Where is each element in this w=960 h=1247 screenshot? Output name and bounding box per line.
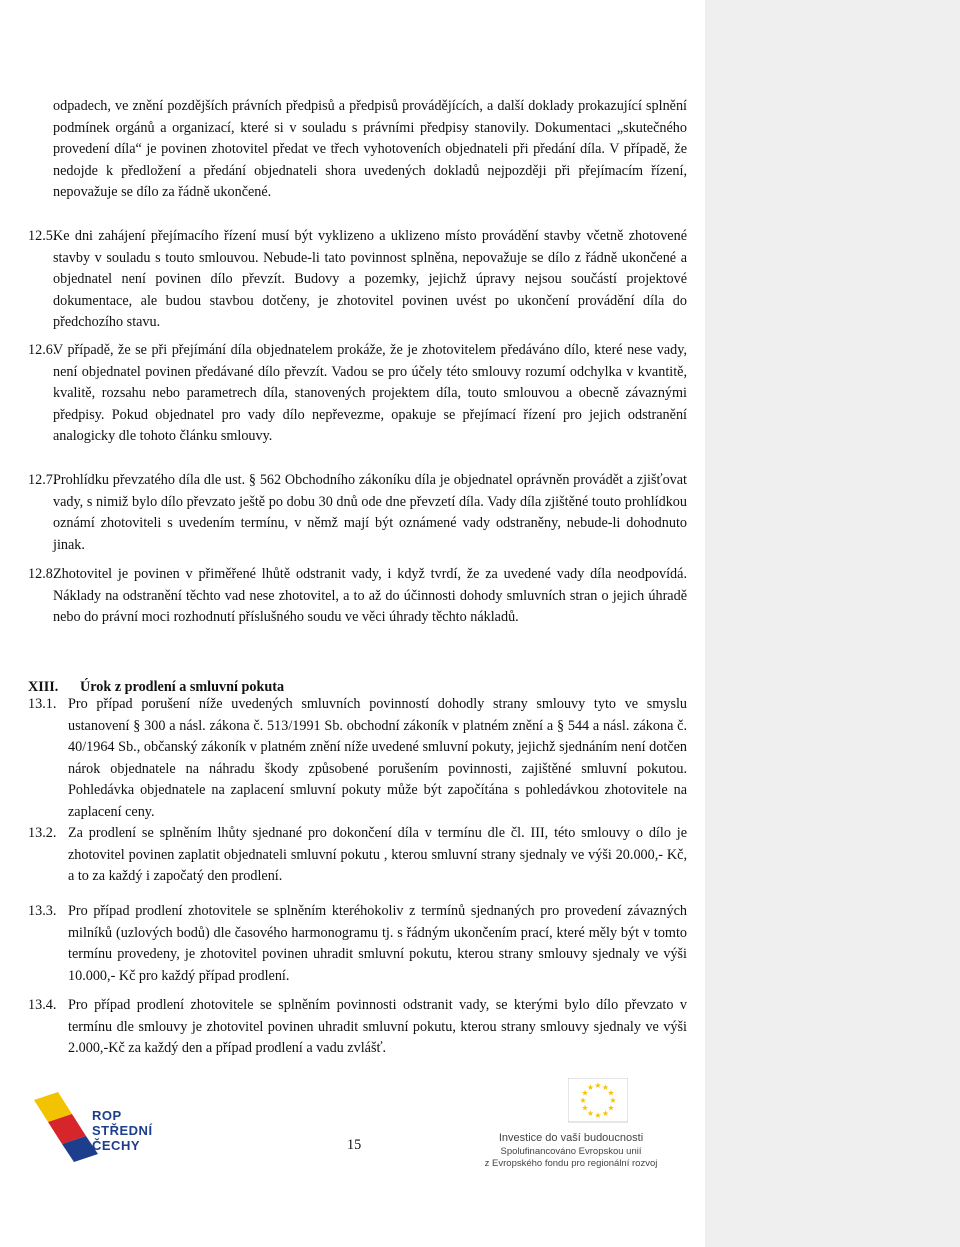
clause-number: 12.7. <box>28 472 57 488</box>
eu-star: ★ <box>581 1088 589 1098</box>
clause-12-5-text: Ke dni zahájení přejímacího řízení musí být vyklizeno a uklizeno místo provádění stavby včetně zhotovené stavby v souladu s touto smlouvou. Nebude-li tato povinnost splněna, nepovažuje se dílo z řádně ukončené a objednatel není povinen dílo převzít. Budovy a pozemky, jejichž úpravy nejsou součástí projektové dokumentace, ale budou stavbou dotčeny, je zhotovitel povinen uvést po ukončení provádění díla do předchozího stavu. <box>53 228 687 330</box>
clause-number: 13.4. <box>28 997 57 1013</box>
clause-12-8-text: Zhotovitel je povinen v přiměřené lhůtě odstranit vady, i když tvrdí, že za uvedené vady díla neodpovídá. Náklady na odstranění těchto vad nese zhotovitel, a to až do účinnosti dohody smluvních stran o jejich úhradě nebo do právní moci rozhodnutí příslušného soudu ve věci úhrady těchto nákladů. <box>53 566 687 625</box>
eu-star: ★ <box>607 1088 615 1098</box>
intro-paragraph: odpadech, ve znění pozdějších právních předpisů a předpisů provádějících, a další doklady prokazující splnění podmínek orgánů a organizací, které si v souladu s právními předpisy stanovily. Dokumentaci „skutečného provedení díla“ je povinen zhotovitel předat ve třech vyhotoveních objednateli při předání díla. V případě, že nedojde k předložení a předání objednateli shora uvedených dokladů nejpozději při přejímacím řízení, nepovažuje se dílo za řádně ukončené. <box>53 98 687 200</box>
section-title: Úrok z prodlení a smluvní pokuta <box>80 679 285 695</box>
clause-13-3-text: Pro případ prodlení zhotovitele se splněním kteréhokoliv z termínů sjednaných pro provedení závazných milníků (uzlových bodů) dle časového harmonogramu tj. s řádným ukončením prací, které měly být v tomto termínu provedeny, je zhotovitel povinen uhradit smluvní pokutu, kterou strany smlouvy sjednaly ve výši 10.000,- Kč pro každý případ prodlení. <box>68 903 687 984</box>
eu-line-3: z Evropského fondu pro regionální rozvoj <box>484 1158 658 1169</box>
clause-number: 12.6. <box>28 342 57 358</box>
eu-line-1: Investice do vaší budoucnosti <box>498 1132 644 1144</box>
eu-star: ★ <box>594 1081 602 1090</box>
eu-star: ★ <box>609 1096 617 1105</box>
clause-13-2-text: Za prodlení se splněním lhůty sjednané pro dokončení díla v termínu dle čl. III, této smlouvy o dílo je zhotovitel povinen zaplatit objednateli smluvní pokutu , kterou smluvní strany sjednaly ve výši 20.000,- Kč, a to za každý i započatý den prodlení. <box>68 825 687 884</box>
clause-number: 13.3. <box>28 903 57 919</box>
rop-text <box>92 1108 153 1153</box>
eu-star: ★ <box>586 1108 595 1118</box>
comment-margin <box>705 0 960 1247</box>
eu-star: ★ <box>601 1083 610 1093</box>
clause-number: 13.2. <box>28 825 57 841</box>
clause-12-6-text: V případě, že se při přejímání díla objednatelem prokáže, že je zhotovitelem předáváno dílo, které nese vady, není objednatel povinen předávané dílo převzít. Vadou se pro účely této smlouvy rozumí odchylka v kvantitě, kvalitě, rozsahu nebo parametrech díla, stanovených projektem díla, touto smlouvou a obecně závaznými předpisy. Pokud objednatel pro vady dílo nepřevezme, opakuje se přejímací řízení pro jejich odstranění analogicky dle tohoto článku smlouvy. <box>53 342 687 444</box>
eu-line-2: Spolufinancováno Evropskou unií <box>500 1146 642 1157</box>
eu-flag-icon <box>568 1078 628 1138</box>
clause-13-4-text: Pro případ prodlení zhotovitele se splněním povinnosti odstranit vady, se kterými bylo dílo převzato v termínu dle smlouvy je zhotovitel povinen uhradit smluvní pokutu, kterou strany smlouvy sjednaly ve výši 2.000,-Kč za každý den a případ prodlení a vadu zvlášť. <box>68 997 687 1056</box>
page-number: 15 <box>347 1137 362 1153</box>
clause-number: 13.1. <box>28 696 57 712</box>
clause-number: 12.5. <box>28 228 57 244</box>
clause-13-1-text: Pro případ porušení níže uvedených smluvních povinností dohodly strany smlouvy tyto ve smyslu ustanovení § 300 a násl. zákona č. 513/1991 Sb. obchodní zákoník v platném znění a § 544 a násl. zákona č. 40/1964 Sb., občanský zákoník v platném znění níže uvedené smluvní pokuty, jejichž sjednáním není dotčen nárok objednatele na náhradu škody způsobené porušením povinnosti, zajištěné smluvní pokutou. Pohledávka objednatele na zaplacení smluvní pokuty může být započítána s pohledávkou zhotovitele na zaplacení ceny. <box>68 696 687 820</box>
eu-star: ★ <box>579 1096 587 1105</box>
eu-star: ★ <box>581 1103 589 1113</box>
clause-12-7-text: Prohlídku převzatého díla dle ust. § 562 Obchodního zákoníku díla je objednatel oprávněn provádět a zjišťovat vady, s nimiž bylo dílo převzato ještě po dobu 30 dnů ode dne převzetí díla. Vady díla zjištěné touto prohlídkou oznámí zhotoviteli s uvedením termínu, v němž mají být oznámené vady odstraněny, nebude-li dohodnuto jinak. <box>53 472 687 553</box>
eu-star: ★ <box>586 1083 595 1093</box>
rop-line: ROP <box>92 1108 122 1123</box>
eu-star: ★ <box>601 1108 610 1118</box>
clause-number: 12.8. <box>28 566 57 582</box>
eu-star: ★ <box>594 1111 602 1120</box>
eu-star: ★ <box>607 1103 615 1113</box>
eu-caption <box>455 1131 687 1170</box>
rop-line: ČECHY <box>92 1138 141 1153</box>
section-number: XIII. <box>28 679 59 695</box>
rop-line: STŘEDNÍ <box>92 1123 153 1138</box>
